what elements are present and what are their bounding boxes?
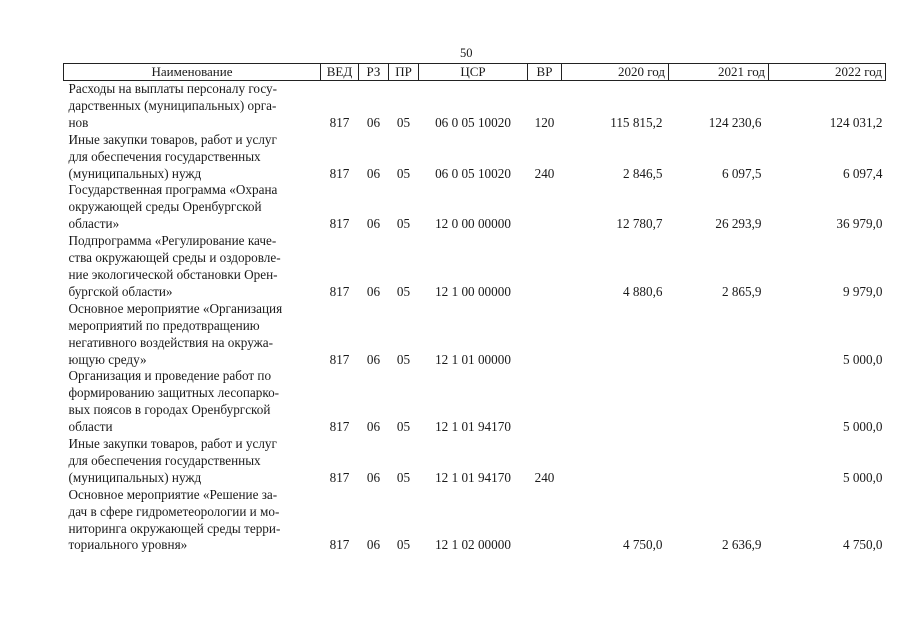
- row-name-cell: [64, 81, 321, 132]
- row-2020-value: 2 846,5: [622, 165, 663, 181]
- header-2021: 2021 год: [669, 64, 769, 81]
- row-vr-cell: [528, 182, 562, 233]
- row-2020-value: [562, 436, 669, 487]
- row-csr-cell: 06 0 05 10020: [435, 165, 511, 181]
- row-name-line: вых поясов в городах Оренбургской: [68, 402, 271, 418]
- row-2020-value: [562, 368, 669, 436]
- row-2021-value: 2 865,9: [721, 283, 762, 299]
- row-pr-cell: 05: [396, 351, 411, 367]
- row-pr-cell: 05: [396, 216, 411, 232]
- row-ved-cell: 817: [329, 419, 350, 435]
- row-vr-cell: [528, 487, 562, 555]
- row-csr-cell: 12 1 01 94170: [435, 469, 511, 485]
- row-pr-cell: 05: [396, 114, 411, 130]
- header-ved: ВЕД: [321, 64, 359, 81]
- row-name-line: Подпрограмма «Регулирование каче-: [68, 233, 277, 249]
- header-2020: 2020 год: [562, 64, 669, 81]
- table-row: [64, 301, 886, 369]
- row-ved-cell: 817: [329, 537, 350, 553]
- header-vr: ВР: [528, 64, 562, 81]
- row-name-line: Основное мероприятие «Решение за-: [68, 486, 278, 502]
- row-vr-cell: 240: [534, 165, 555, 181]
- row-rz-cell: 06: [366, 351, 381, 367]
- row-2021-value: 26 293,9: [715, 216, 762, 232]
- row-vr-cell: [528, 301, 562, 369]
- header-name: Наименование: [64, 64, 321, 81]
- row-2020-value: 4 750,0: [622, 537, 663, 553]
- table-row: [64, 487, 886, 555]
- row-name-line: ющую среду»: [68, 351, 147, 367]
- row-2022-value: 36 979,0: [836, 216, 883, 232]
- row-csr-cell: 12 0 00 00000: [435, 216, 511, 232]
- row-name-line: ниторинга окружающей среды терри-: [68, 520, 281, 536]
- header-rz: РЗ: [359, 64, 389, 81]
- row-2020-value: [562, 301, 669, 369]
- row-name-line: мероприятий по предотвращению: [68, 317, 260, 333]
- table-row: [64, 81, 886, 132]
- row-name-line: нов: [68, 114, 89, 130]
- row-2022-value: 6 097,4: [842, 165, 883, 181]
- header-csr: ЦСР: [419, 64, 528, 81]
- table-row: [64, 132, 886, 183]
- row-name-line: ние экологической обстановки Орен-: [68, 266, 278, 282]
- table-row: [64, 368, 886, 436]
- row-2022-value: 9 979,0: [842, 283, 883, 299]
- row-vr-cell: 240: [534, 469, 555, 485]
- row-2020-value: 115 815,2: [610, 114, 663, 130]
- row-rz-cell: 06: [366, 419, 381, 435]
- row-vr-cell: [528, 233, 562, 301]
- row-2020-value: 12 780,7: [616, 216, 663, 232]
- row-2021-value: 2 636,9: [721, 537, 762, 553]
- row-name-line: области: [68, 419, 113, 435]
- row-name-line: Иные закупки товаров, работ и услуг: [68, 436, 277, 452]
- row-name-cell: [64, 182, 321, 233]
- row-rz-cell: 06: [366, 283, 381, 299]
- row-name-line: формированию защитных лесопарко-: [68, 385, 280, 401]
- budget-table: [63, 63, 886, 554]
- row-name-line: дарственных (муниципальных) орга-: [68, 97, 277, 113]
- row-ved-cell: 817: [329, 283, 350, 299]
- row-csr-cell: 12 1 01 94170: [435, 419, 511, 435]
- row-rz-cell: 06: [366, 165, 381, 181]
- table-row: [64, 182, 886, 233]
- row-name-cell: [64, 368, 321, 436]
- row-name-line: Государственная программа «Охрана: [68, 182, 278, 198]
- row-2022-value: 5 000,0: [842, 419, 883, 435]
- row-name-line: Основное мероприятие «Организация: [68, 300, 283, 316]
- row-rz-cell: 06: [366, 537, 381, 553]
- row-ved-cell: 817: [329, 114, 350, 130]
- row-ved-cell: 817: [329, 351, 350, 367]
- table-header-row: [64, 64, 886, 81]
- row-2022-value: 5 000,0: [842, 351, 883, 367]
- row-name-line: (муниципальных) нужд: [68, 469, 202, 485]
- row-rz-cell: 06: [366, 216, 381, 232]
- row-pr-cell: 05: [396, 283, 411, 299]
- header-pr: ПР: [389, 64, 419, 81]
- row-pr-cell: 05: [396, 469, 411, 485]
- table-body: [64, 81, 886, 555]
- row-name-line: окружающей среды Оренбургской: [68, 199, 262, 215]
- row-2021-value: [669, 301, 769, 369]
- row-name-cell: [64, 301, 321, 369]
- row-rz-cell: 06: [366, 469, 381, 485]
- row-csr-cell: 12 1 01 00000: [435, 351, 511, 367]
- row-name-line: ства окружающей среды и оздоровле-: [68, 250, 281, 266]
- row-name-line: Организация и проведение работ по: [68, 368, 272, 384]
- row-pr-cell: 05: [396, 165, 411, 181]
- row-2020-value: 4 880,6: [622, 283, 663, 299]
- row-vr-cell: [528, 368, 562, 436]
- row-name-line: (муниципальных) нужд: [68, 165, 202, 181]
- row-name-cell: [64, 436, 321, 487]
- row-csr-cell: 06 0 05 10020: [435, 114, 511, 130]
- row-2022-value: 124 031,2: [829, 114, 883, 130]
- row-vr-cell: 120: [534, 114, 555, 130]
- row-2021-value: 6 097,5: [721, 165, 762, 181]
- row-name-line: негативного воздействия на окружа-: [68, 334, 273, 350]
- row-2021-value: [669, 368, 769, 436]
- row-name-line: для обеспечения государственных: [68, 148, 261, 164]
- row-ved-cell: 817: [329, 165, 350, 181]
- row-2021-value: 124 230,6: [708, 114, 762, 130]
- table-row: [64, 436, 886, 487]
- row-csr-cell: 12 1 00 00000: [435, 283, 511, 299]
- row-name-line: дач в сфере гидрометеорологии и мо-: [68, 503, 280, 519]
- row-ved-cell: 817: [329, 216, 350, 232]
- row-csr-cell: 12 1 02 00000: [435, 537, 511, 553]
- row-pr-cell: 05: [396, 537, 411, 553]
- row-name-line: области»: [68, 216, 120, 232]
- row-2022-value: 5 000,0: [842, 469, 883, 485]
- row-name-cell: [64, 132, 321, 183]
- row-name-cell: [64, 233, 321, 301]
- row-name-cell: [64, 487, 321, 555]
- header-2022: 2022 год: [769, 64, 886, 81]
- row-rz-cell: 06: [366, 114, 381, 130]
- row-2022-value: 4 750,0: [842, 537, 883, 553]
- row-name-line: Расходы на выплаты персоналу госу-: [68, 81, 278, 96]
- row-name-line: бургской области»: [68, 283, 173, 299]
- row-pr-cell: 05: [396, 419, 411, 435]
- row-name-line: ториального уровня»: [68, 537, 188, 553]
- row-name-line: Иные закупки товаров, работ и услуг: [68, 131, 277, 147]
- table-row: [64, 233, 886, 301]
- row-ved-cell: 817: [329, 469, 350, 485]
- row-name-line: для обеспечения государственных: [68, 452, 261, 468]
- page-number: 50: [460, 46, 473, 60]
- row-2021-value: [669, 436, 769, 487]
